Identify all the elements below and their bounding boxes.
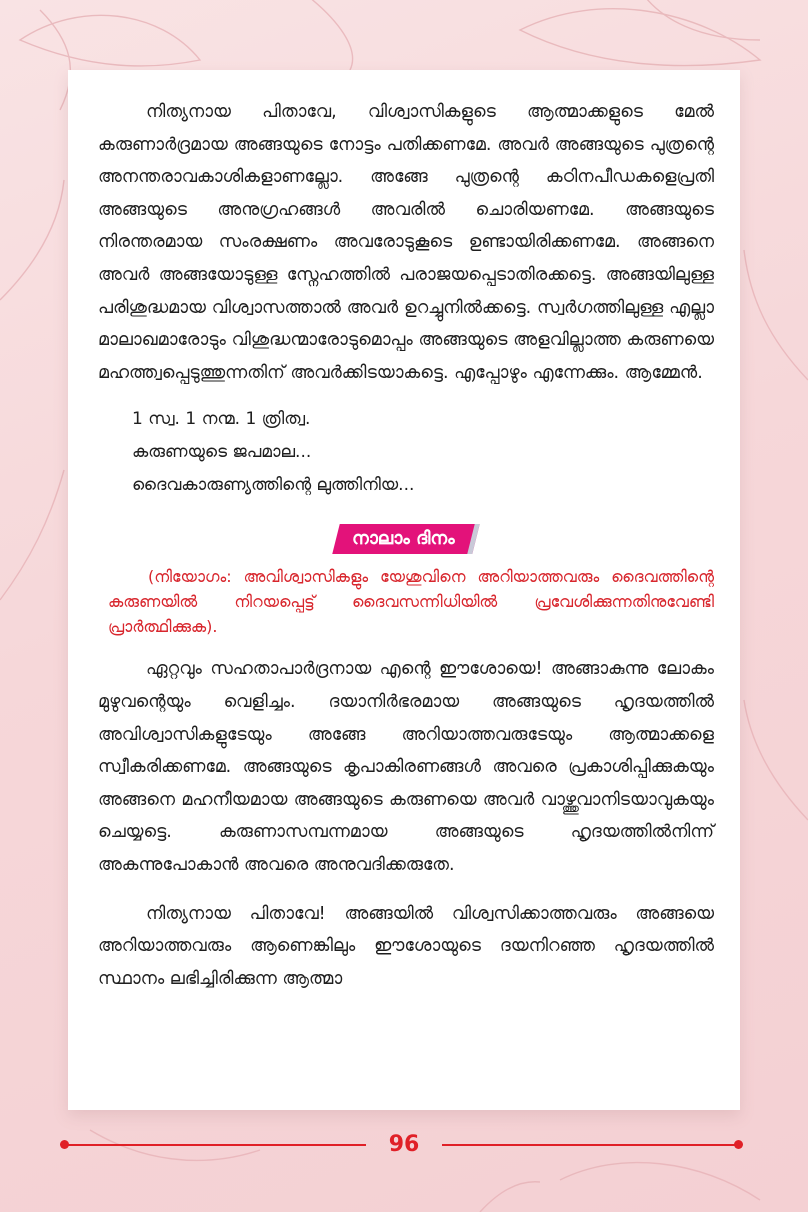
day-badge xyxy=(332,524,479,554)
day-badge-label: നാലാം ദിനം xyxy=(352,528,455,550)
footer-rule-left xyxy=(66,1144,366,1146)
footer-dot-right xyxy=(734,1140,743,1149)
day-heading xyxy=(98,524,714,562)
day-paragraph: നിത്യനായ പിതാവേ! അങ്ങയിൽ വിശ്വസിക്കാത്തവരും അങ്ങയെ അറിയാത്തവരും ആണെങ്കിലും ഈശോയുടെ ദയനിറഞ്ഞ ഹൃദയത്തിൽ സ്ഥാനം ലഭിച്ചിരിക്കുന്ന ആത്മാ xyxy=(98,903,714,989)
footer-rule-right xyxy=(442,1144,736,1146)
prayer-line: ദൈവകാരുണ്യത്തിന്റെ ലുത്തിനിയ... xyxy=(132,475,415,496)
prayer-line: കരുണയുടെ ജപമാല... xyxy=(132,442,312,463)
intention-note: (നിയോഗം: അവിശ്വാസികളും യേശുവിനെ അറിയാത്തവരും ദൈവത്തിന്റെ കരുണയിൽ നിറയപ്പെട്ട് ദൈവസന്നിധിയിൽ പ്രവേശിക്കുന്നതിനുവേണ്ടി പ്രാർത്ഥിക്കുക). xyxy=(108,567,714,637)
prayer-paragraph: നിത്യനായ പിതാവേ, വിശ്വാസികളുടെ ആത്മാക്കളുടെ മേൽ കരുണാർദ്രമായ അങ്ങയുടെ നോട്ടം പതിക്കണമേ. അവർ അങ്ങയുടെ പുത്രന്റെ അനന്തരാവകാശികളാണല്ലോ. അങ്ങേ പുത്രന്റെ കഠിനപീഡകളെപ്രതി അങ്ങയുടെ അനുഗ്രഹങ്ങൾ അവരിൽ ചൊരിയണമേ. അങ്ങയുടെ നിരന്തരമായ സംരക്ഷണം അവരോടുകൂടെ ഉണ്ടായിരിക്കണമേ. അങ്ങനെ അവർ അങ്ങയോടുള്ള സ്നേഹത്തിൽ പരാജയപ്പെടാതിരക്കട്ടെ. അങ്ങയിലുള്ള പരിശുദ്ധമായ വിശ്വാസത്താൽ അവർ ഉറച്ചുനിൽക്കട്ടെ. സ്വർഗത്തിലുള്ള എല്ലാ മാലാഖമാരോടും വിശുദ്ധന്മാരോടുമൊപ്പം അങ്ങയുടെ അളവില്ലാത്ത കരുണയെ മഹത്ത്വപ്പെടുത്തുന്നതിന് അവർക്കിടയാകട്ടെ. എപ്പോഴും എന്നേക്കും. ആമ്മേൻ. xyxy=(98,102,714,383)
page-number: 96 xyxy=(388,1132,420,1157)
page-footer xyxy=(0,1125,808,1165)
prayer-line: 1 സ്വ. 1 നന്മ. 1 ത്രിത്വ. xyxy=(132,409,311,430)
prayer-lines xyxy=(132,403,714,502)
page-card xyxy=(68,70,740,1110)
day-paragraph: ഏറ്റവും സഹതാപാർദ്രനായ എന്റെ ഈശോയെ! അങ്ങാകുന്നു ലോകം മുഴുവന്റെയും വെളിച്ചം. ദയാനിർഭരമായ അങ്ങയുടെ ഹൃദയത്തിൽ അവിശ്വാസികളുടേയും അങ്ങേ അറിയാത്തവരുടേയും ആത്മാക്കളെ സ്വീകരിക്കണമേ. അങ്ങയുടെ കൃപാകിരണങ്ങൾ അവരെ പ്രകാശിപ്പിക്കുകയും അങ്ങനെ മഹനീയമായ അങ്ങയുടെ കരുണയെ അവർ വാഴ്ത്തുവാനിടയാവുകയും ചെയ്യട്ടെ. കരുണാസമ്പന്നമായ അങ്ങയുടെ ഹൃദയത്തിൽനിന്ന് അകന്നുപോകാൻ അവരെ അനുവദിക്കരുതേ. xyxy=(98,659,714,875)
